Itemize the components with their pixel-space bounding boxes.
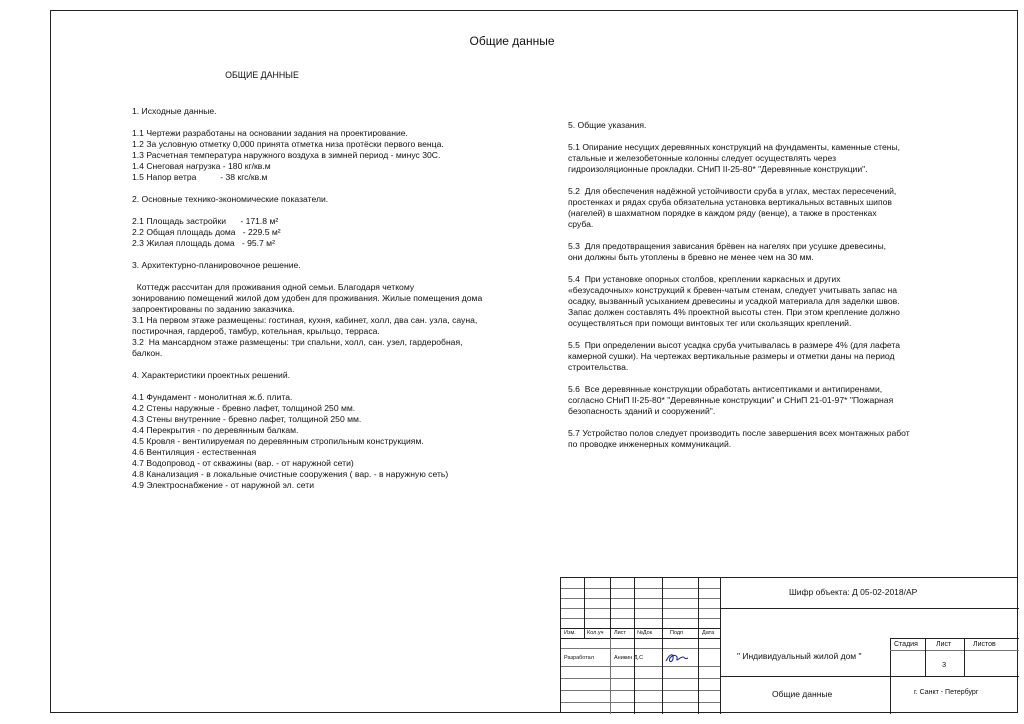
left-column [132, 70, 562, 502]
developer-name: Аникин Д.С [614, 655, 644, 661]
grid-line [720, 676, 1019, 677]
stage-label: Стадия [894, 641, 918, 648]
grid-line [561, 678, 720, 679]
grid-line [720, 608, 1019, 609]
grid-line [610, 638, 611, 714]
right-paragraph: 5.3 Для предотвращения зависания брёвен на нагелях при усушке древесины, они должны быть утоплены в бревно не менее чем на 30 мм. [568, 241, 887, 262]
grid-line [698, 578, 699, 714]
left-paragraph: 4. Характеристики проектных решений. [132, 370, 291, 380]
grid-line [890, 638, 1019, 639]
grid-line [925, 638, 926, 676]
grid-line [561, 648, 720, 649]
grid-line [610, 578, 611, 638]
grid-line [561, 638, 720, 639]
left-paragraph: 4.1 Фундамент - монолитная ж.б. плита. 4.2 Стены наружные - бревно лафет, толщиной 250 мм. 4.3 Стены внутренние - бревно лафет, толщиной 250 мм. 4.4 Перекрытия - по деревянным балкам. 4.5 Кровля - вентилируемая по деревянным стропильным конструкциям. 4.6 Вентиляция - естественная 4.7 Водопровод - от скважины (вар. - от наружной сети) 4.8 Канализация - в локальные очистные сооружения ( вар. - в наружную сеть) 4.9 Электроснабжение - от наружной эл. сети [132, 392, 449, 490]
right-column [568, 120, 988, 461]
left-paragraph: 1.1 Чертежи разработаны на основании задания на проектирование. 1.2 За условную отметку 0,000 принята отметка низа протёски первого венца. 1.3 Расчетная температура наружного воздуха в зимней период - минус 30С. 1.4 Снеговая нагрузка - 180 кг/кв.м 1.5 Напор ветра - 38 кгс/кв.м [132, 128, 444, 182]
col-header: Лист [614, 630, 626, 636]
right-paragraph: 5.1 Опирание несущих деревянных конструкций на фундаменты, каменные стены, стальные и железобетонные колонны следует осуществлять через гидроизоляционные прокладки. СНиП II-25-80* "Деревянные конструкции". [568, 142, 901, 174]
left-paragraph: 2.1 Площадь застройки - 171.8 м² 2.2 Общая площадь дома - 229.5 м² 2.3 Жилая площадь дома - 95.7 м² [132, 216, 281, 248]
grid-line [561, 666, 720, 667]
right-paragraph: 5.2 Для обеспечения надёжной устойчивости сруба в углах, местах пересечений, простенках и рядах сруба обязательна установка вертикальных вставных шипов (нагелей) в шахматном порядке в каждом ряду (венце), а также в простенках сруба. [568, 186, 897, 229]
sheet-label: Лист [936, 641, 952, 648]
grid-line [964, 638, 965, 676]
developed-label: Разработал [564, 655, 594, 661]
left-paragraph: 2. Основные технико-экономические показатели. [132, 194, 329, 204]
general-data-heading: ОБЩИЕ ДАННЫЕ [225, 70, 299, 80]
sheet-number: 3 [942, 660, 947, 669]
right-paragraph: 5.7 Устройство полов следует производить после завершения всех монтажных работ по проводке инженерных коммуникаций. [568, 428, 910, 449]
grid-line [561, 702, 720, 703]
project-code: Шифр объекта: Д 05-02-2018/АР [789, 587, 918, 597]
right-paragraph: 5.4 При установке опорных столбов, креплении каркасных и других «безусадочных» конструкций к бревен-чатым стенам, следует учитывать запас на осадку, вызванный усыханием древесины и усадкой материала для заделки швов. Запас должен составлять 4% проектной высоты стен. При этом крепление должно осуществляться при помощи винтовых тег или скользящих креплений. [568, 274, 900, 328]
grid-line [890, 650, 1019, 651]
signature [664, 651, 690, 665]
col-header: Подп [670, 630, 684, 636]
grid-line [662, 578, 663, 714]
grid-line [584, 578, 585, 638]
sheet-title: Общие данные [469, 34, 555, 48]
sheet-name: Общие данные [772, 689, 833, 699]
left-paragraph: 1. Исходные данные. [132, 106, 217, 116]
left-paragraph: 3. Архитектурно-планировочное решение. [132, 260, 301, 270]
project-name: " Индивидуальный жилой дом " [737, 651, 862, 661]
grid-line [561, 690, 720, 691]
title-block [560, 577, 1018, 713]
col-header: Изм. [564, 630, 576, 636]
city: г. Санкт - Петербург [914, 689, 979, 696]
col-header: Дата [702, 630, 715, 636]
grid-line [634, 578, 635, 714]
right-paragraph: 5.5 При определении высот усадка сруба учитывалась в размере 4% (для лафета камерной сушки). На чертежах вертикальные размеры и отметки даны на период строительства. [568, 340, 901, 372]
sheets-label: Листов [973, 641, 996, 648]
right-paragraph: 5.6 Все деревянные конструкции обработать антисептиками и антипиренами, согласно СНиП II-25-80* "Деревянные конструкции" и СНиП 21-01-97* "Пожарная безопасность зданий и сооружений". [568, 384, 894, 416]
right-paragraph: 5. Общие указания. [568, 120, 647, 130]
left-paragraph: Коттедж рассчитан для проживания одной семьи. Благодаря четкому зонированию помещений жилой дом удобен для проживания. Жилые помещения дома запроектированы по заданию заказчика. 3.1 На первом этаже размещены: гостиная, кухня, кабинет, холл, два сан. узла, сауна, постирочная, гардероб, тамбур, котельная, крыльцо, терраса. 3.2 На мансардном этаже размещены: три спальни, холл, сан. узел, гардеробная, балкон. [132, 282, 483, 358]
col-header: №Док [637, 630, 653, 636]
col-header: Кол.уч [587, 630, 604, 636]
grid-line [720, 578, 721, 714]
